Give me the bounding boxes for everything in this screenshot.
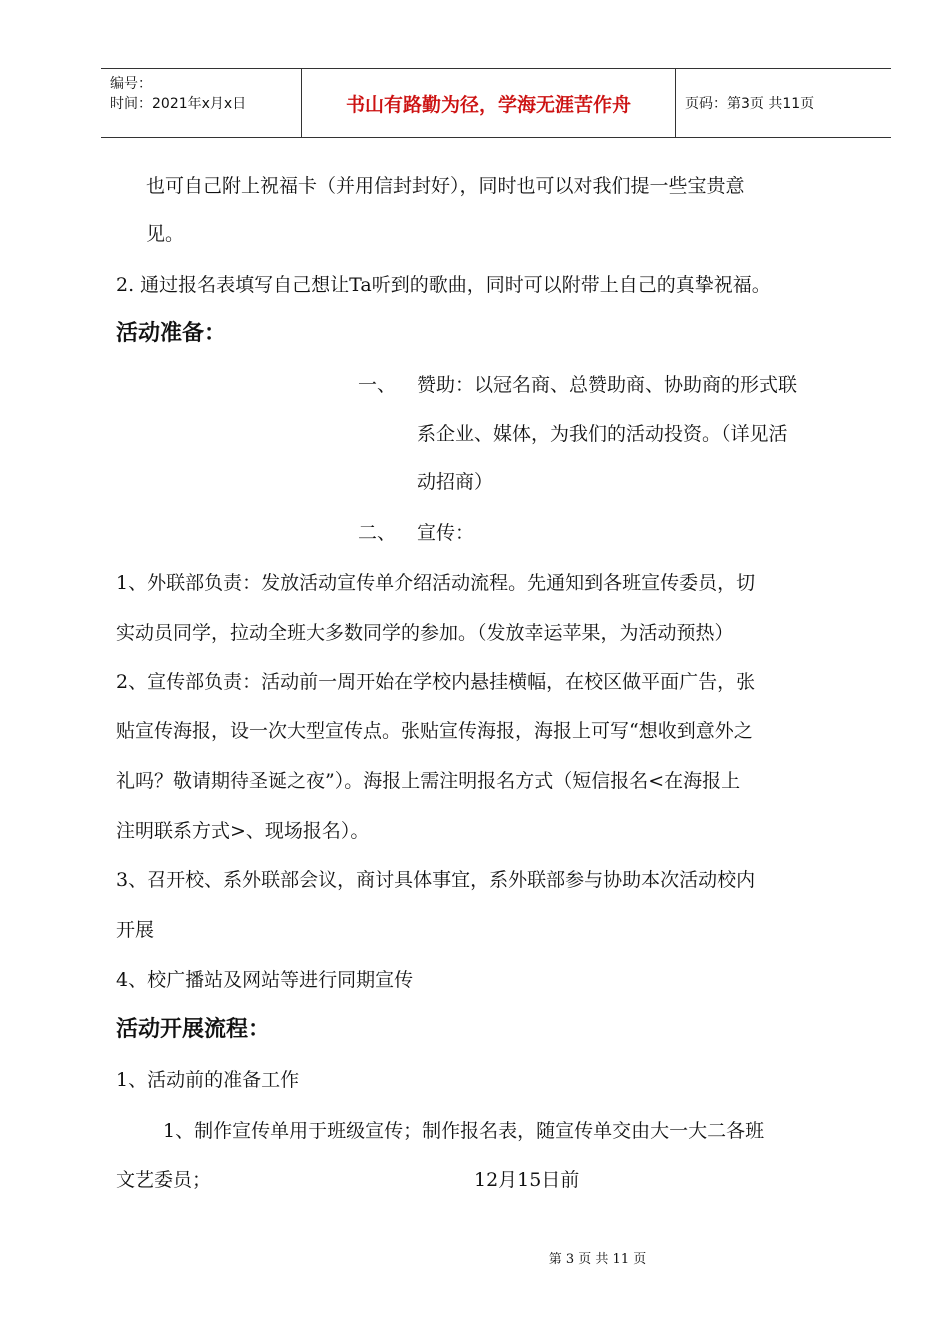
- time-label: 时间：2021年x月x日: [110, 96, 247, 112]
- body-line: 3、召开校、系外联部会议，商讨具体事宜，系外联部参与协助本次活动校内: [116, 869, 756, 891]
- body-line: 贴宣传海报，设一次大型宣传点。张贴宣传海报，海报上可写“想收到意外之: [116, 720, 753, 742]
- body-line: 开展: [116, 919, 155, 941]
- body-line: 1、活动前的准备工作: [116, 1069, 300, 1091]
- list-marker: 一、: [358, 374, 397, 396]
- body-line: 1、外联部负责：发放活动宣传单介绍活动流程。先通知到各班宣传委员，切: [116, 572, 756, 594]
- header-divider: [675, 69, 676, 137]
- body-line: 见。: [146, 223, 185, 245]
- list-marker: 二、: [358, 522, 397, 544]
- body-line: 文艺委员；: [116, 1169, 212, 1191]
- deadline-text: 12月15日前: [474, 1169, 580, 1191]
- page-header: [101, 68, 891, 138]
- footer-page-number: 第 3 页 共 11 页: [548, 1252, 647, 1267]
- section-heading: 活动开展流程：: [116, 1017, 271, 1042]
- body-line: 宣传：: [417, 522, 475, 544]
- body-line: 礼吗？敬请期待圣诞之夜”）。海报上需注明报名方式（短信报名<在海报上: [116, 770, 741, 792]
- header-page-info: 页码：第3页 共11页: [685, 96, 815, 112]
- body-line: 1、制作宣传单用于班级宣传；制作报名表，随宣传单交由大一大二各班: [163, 1120, 765, 1142]
- header-meta: [101, 69, 301, 137]
- body-line: 2、宣传部负责：活动前一周开始在学校内悬挂横幅，在校区做平面广告，张: [116, 671, 756, 693]
- page-footer: [0, 1248, 950, 1267]
- body-line: 动招商）: [417, 471, 494, 493]
- body-line: 实动员同学，拉动全班大多数同学的参加。（发放幸运苹果，为活动预热）: [116, 622, 734, 644]
- body-line: 注明联系方式>、现场报名）。: [116, 820, 370, 842]
- body-line: 2. 通过报名表填写自己想让Ta听到的歌曲，同时可以附带上自己的真挚祝福。: [116, 274, 771, 296]
- body-line: 也可自己附上祝福卡（并用信封封好），同时也可以对我们提一些宝贵意: [146, 175, 745, 197]
- body-line: 系企业、媒体，为我们的活动投资。（详见活: [417, 423, 788, 445]
- section-heading: 活动准备：: [116, 321, 227, 346]
- body-line: 4、校广播站及网站等进行同期宣传: [116, 969, 414, 991]
- number-label: 编号：: [110, 76, 152, 92]
- body-line: 赞助：以冠名商、总赞助商、协助商的形式联: [417, 374, 798, 396]
- header-motto: 书山有路勤为径，学海无涯苦作舟: [345, 93, 631, 116]
